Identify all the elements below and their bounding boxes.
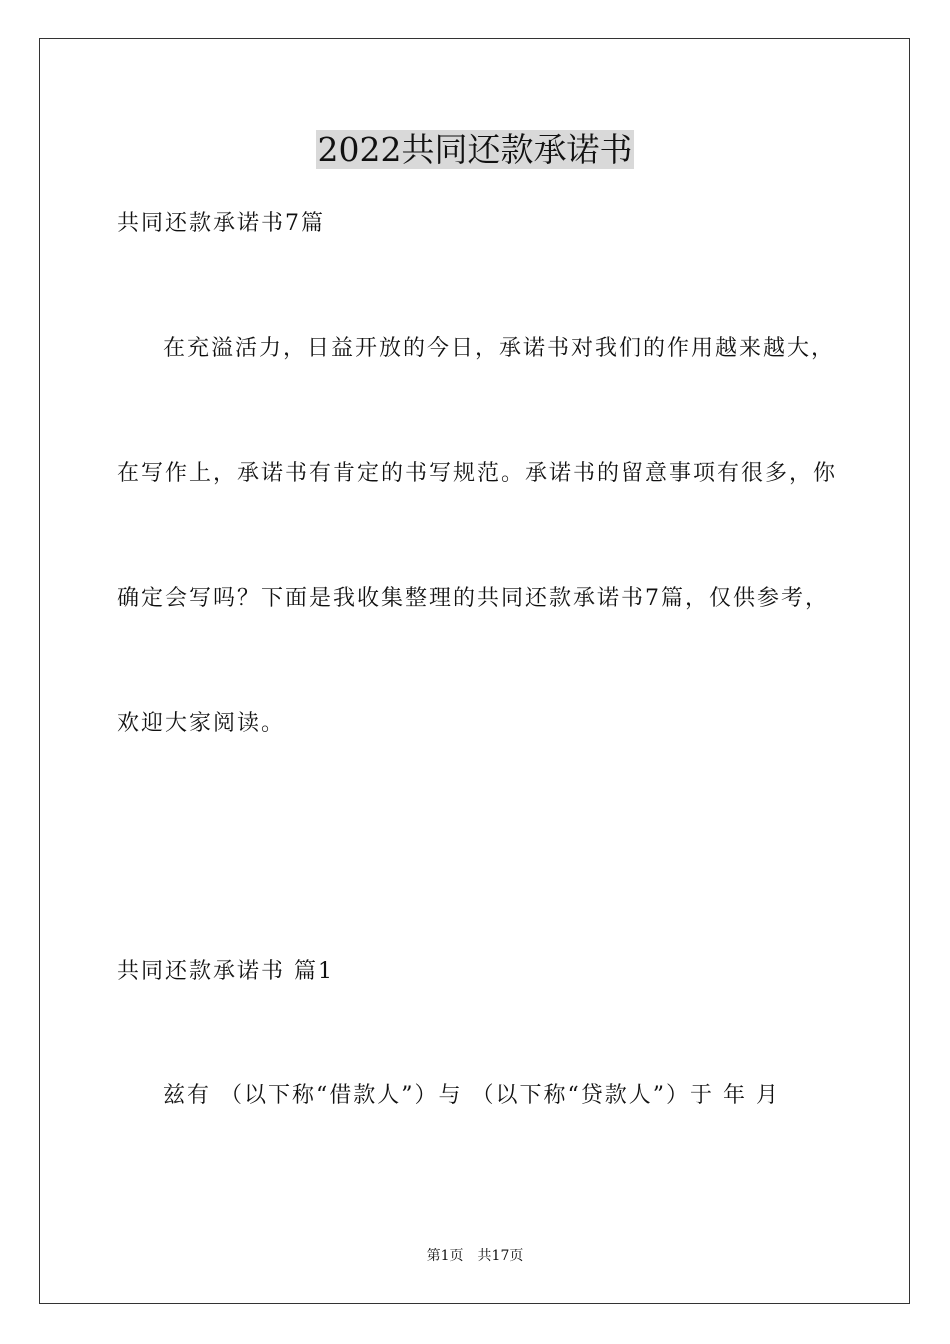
page-footer: 第1页 共17页: [426, 1248, 524, 1264]
document-subtitle: 共同还款承诺书7篇: [117, 211, 325, 236]
section-heading: 共同还款承诺书 篇1: [117, 959, 334, 984]
document-title: [0, 125, 950, 175]
section-line-1: 兹有 （以下称“借款人”）与 （以下称“贷款人”）于 年 月: [163, 1083, 780, 1108]
intro-line-1: 在充溢活力，日益开放的今日，承诺书对我们的作用越来越大，: [163, 336, 836, 361]
intro-line-4: 欢迎大家阅读。: [117, 711, 286, 736]
document-title-text: 2022共同还款承诺书: [317, 130, 633, 169]
intro-line-3: 确定会写吗？下面是我收集整理的共同还款承诺书7篇，仅供参考，: [117, 586, 829, 611]
intro-line-2: 在写作上，承诺书有肯定的书写规范。承诺书的留意事项有很多，你: [117, 461, 838, 486]
